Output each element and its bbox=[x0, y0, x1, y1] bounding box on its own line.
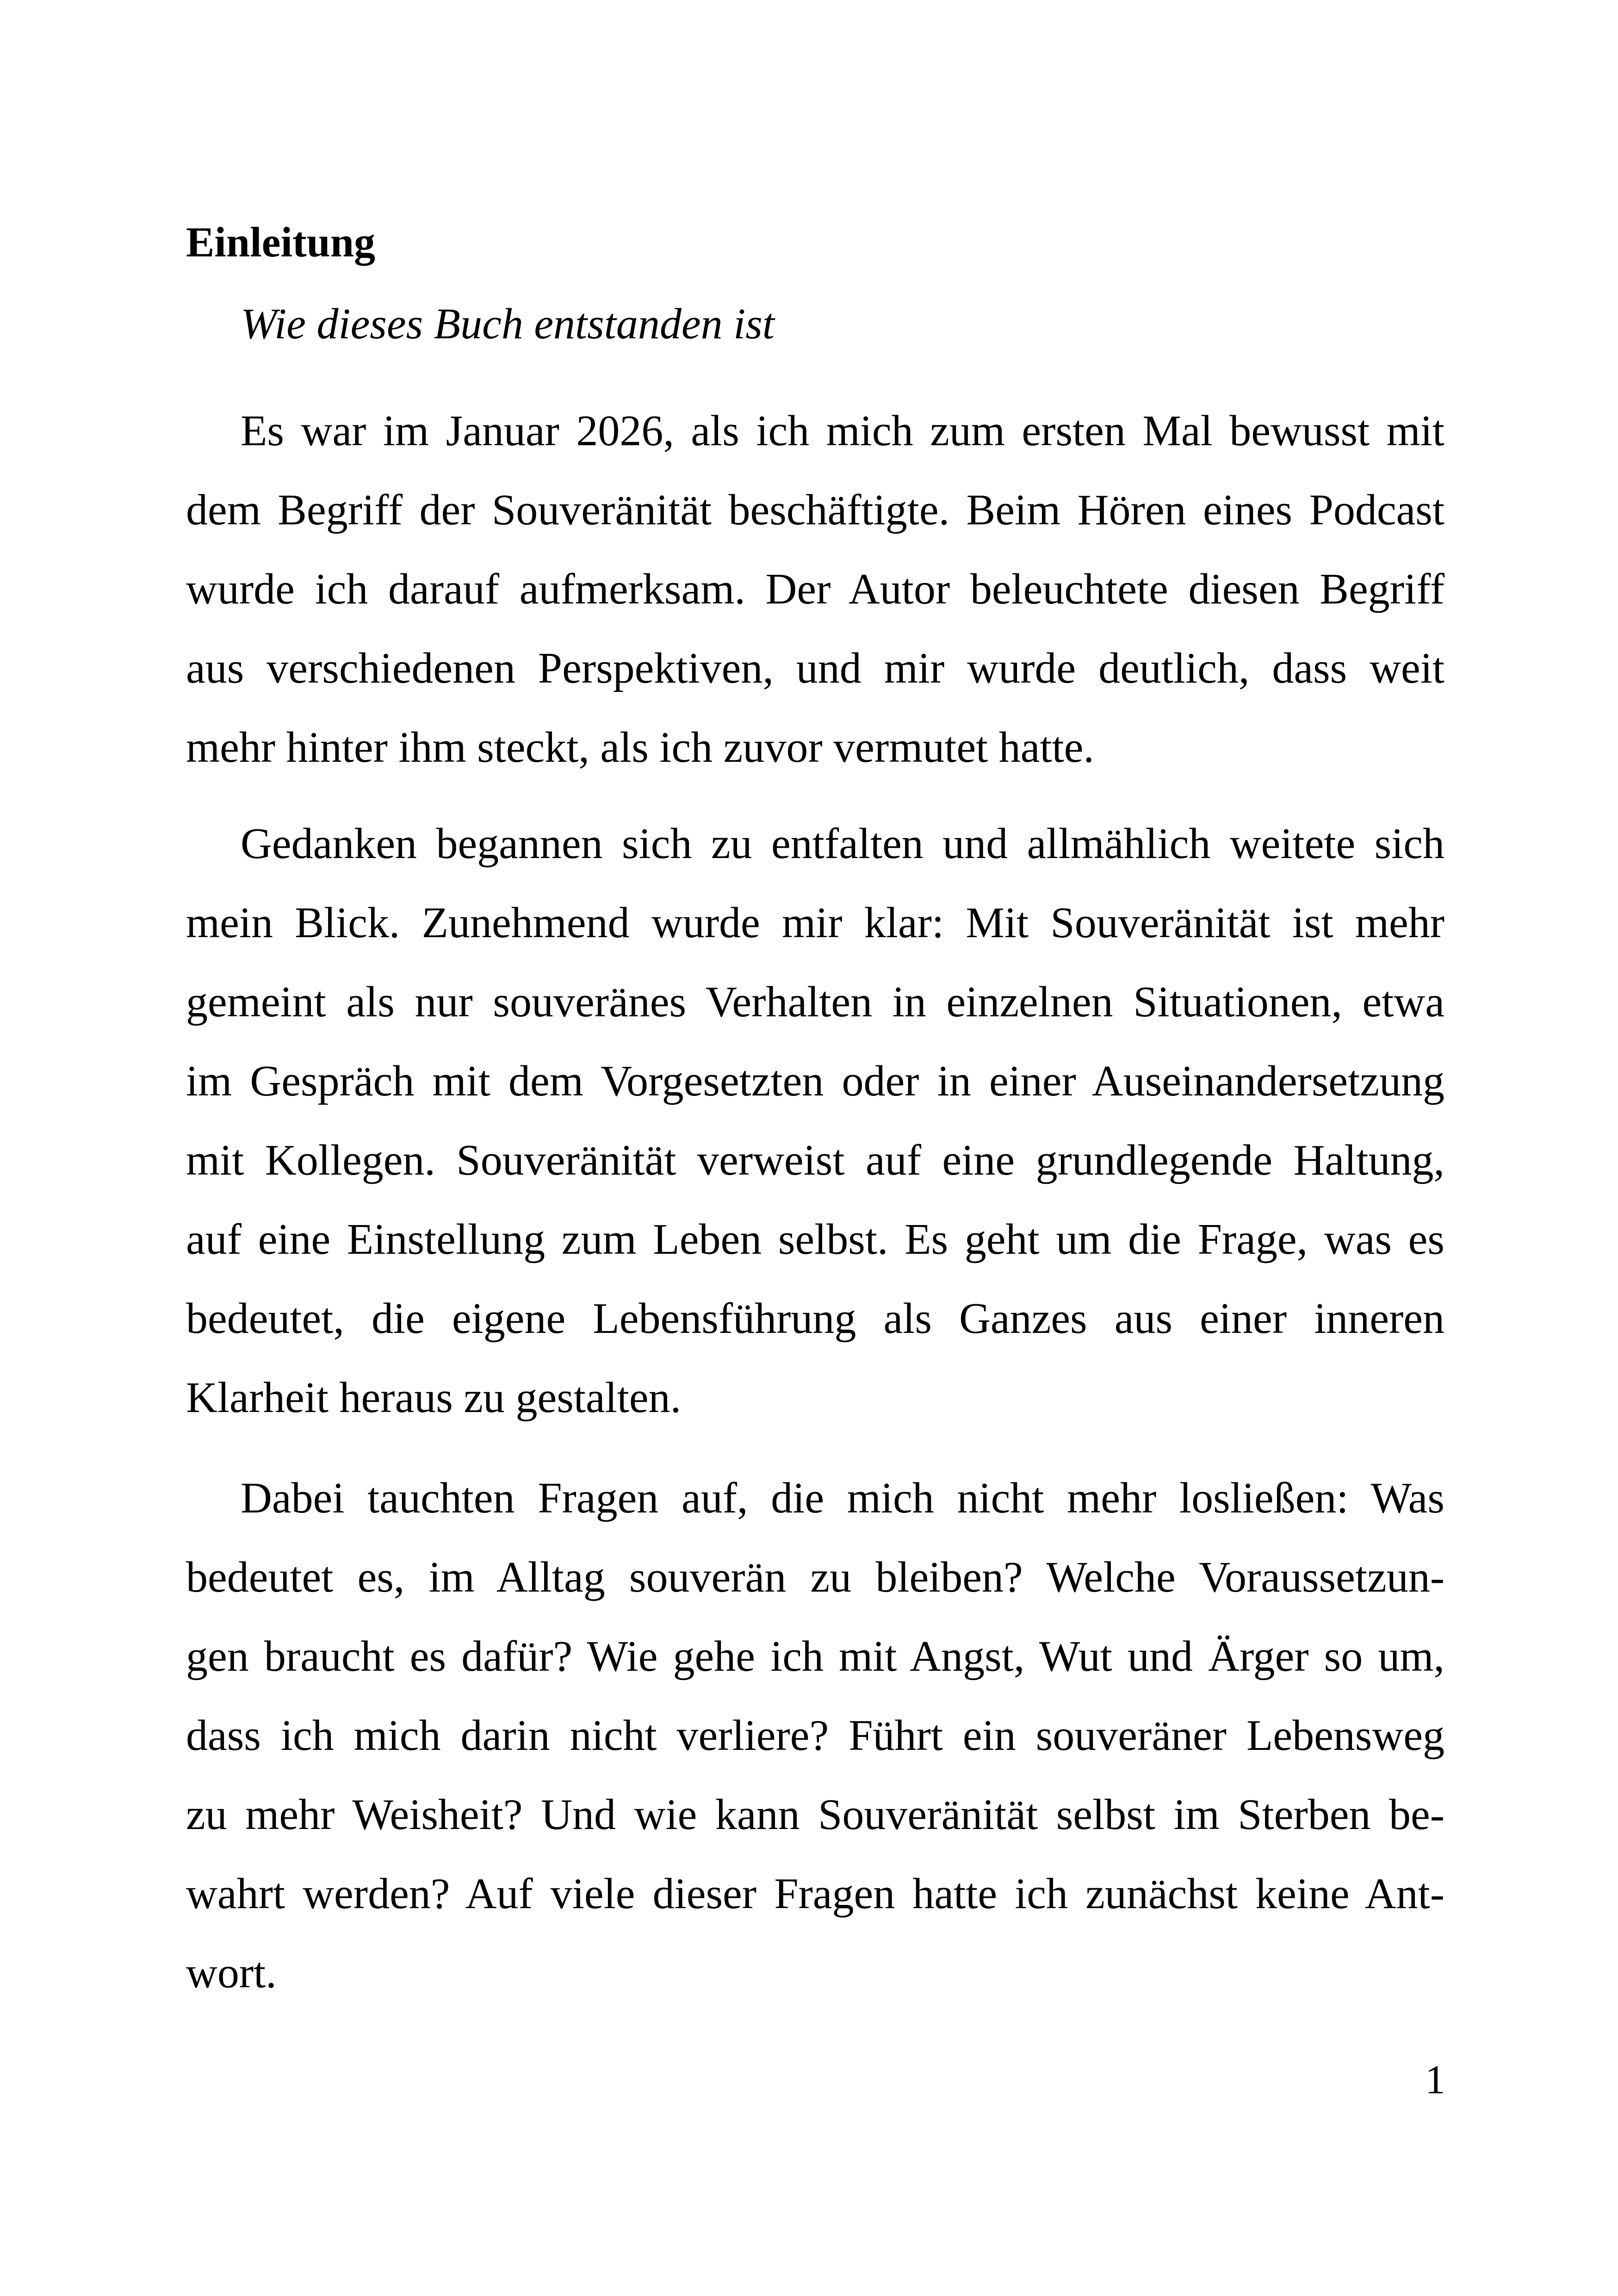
paragraph-line: mein Blick. Zunehmend wurde mir klar: Mit Souveränität ist mehr bbox=[186, 899, 1444, 947]
paragraph-line: dem Begriff der Souveränität beschäftigte. Beim Hören eines Podcast bbox=[186, 486, 1444, 534]
paragraph-line: zu mehr Weisheit? Und wie kann Souveränität selbst im Sterben be- bbox=[186, 1791, 1444, 1839]
paragraph-line: bedeutet, die eigene Lebensführung als Ganzes aus einer inneren bbox=[186, 1294, 1444, 1343]
paragraph-line: wort. bbox=[186, 1949, 277, 1997]
paragraph-line: Es war im Januar 2026, als ich mich zum ersten Mal bewusst mit bbox=[241, 407, 1444, 455]
paragraph-line: Klarheit heraus zu gestalten. bbox=[186, 1374, 682, 1422]
chapter-heading: Einleitung bbox=[186, 218, 376, 266]
paragraph-line: gen braucht es dafür? Wie gehe ich mit Angst, Wut und Ärger so um, bbox=[186, 1632, 1444, 1680]
paragraph-line: wahrt werden? Auf viele dieser Fragen hatte ich zunächst keine Ant- bbox=[186, 1870, 1444, 1918]
paragraph-line: dass ich mich darin nicht verliere? Führt ein souveräner Lebensweg bbox=[186, 1711, 1444, 1760]
paragraph-2 bbox=[186, 804, 1444, 1437]
paragraph-line: Gedanken begannen sich zu entfalten und allmählich weitete sich bbox=[241, 820, 1444, 868]
chapter-subtitle: Wie dieses Buch entstanden ist bbox=[241, 300, 775, 348]
paragraph-line: bedeutet es, im Alltag souverän zu bleiben? Welche Voraussetzun- bbox=[186, 1553, 1444, 1601]
paragraph-line: aus verschiedenen Perspektiven, und mir wurde deutlich, dass weit bbox=[186, 644, 1444, 692]
paragraph-3 bbox=[186, 1459, 1444, 2013]
page-number: 1 bbox=[1425, 2058, 1445, 2103]
paragraph-line: Dabei tauchten Fragen auf, die mich nicht mehr losließen: Was bbox=[241, 1474, 1444, 1522]
paragraph-line: auf eine Einstellung zum Leben selbst. Es geht um die Frage, was es bbox=[186, 1215, 1444, 1263]
paragraph-line: im Gespräch mit dem Vorgesetzten oder in einer Auseinandersetzung bbox=[186, 1057, 1444, 1105]
paragraph-line: mit Kollegen. Souveränität verweist auf eine grundlegende Haltung, bbox=[186, 1136, 1444, 1184]
paragraph-line: mehr hinter ihm steckt, als ich zuvor vermutet hatte. bbox=[186, 723, 1094, 772]
paragraph-line: gemeint als nur souveränes Verhalten in einzelnen Situationen, etwa bbox=[186, 978, 1444, 1026]
paragraph-line: wurde ich darauf aufmerksam. Der Autor beleuchtete diesen Begriff bbox=[186, 565, 1444, 613]
paragraph-1 bbox=[186, 392, 1444, 787]
